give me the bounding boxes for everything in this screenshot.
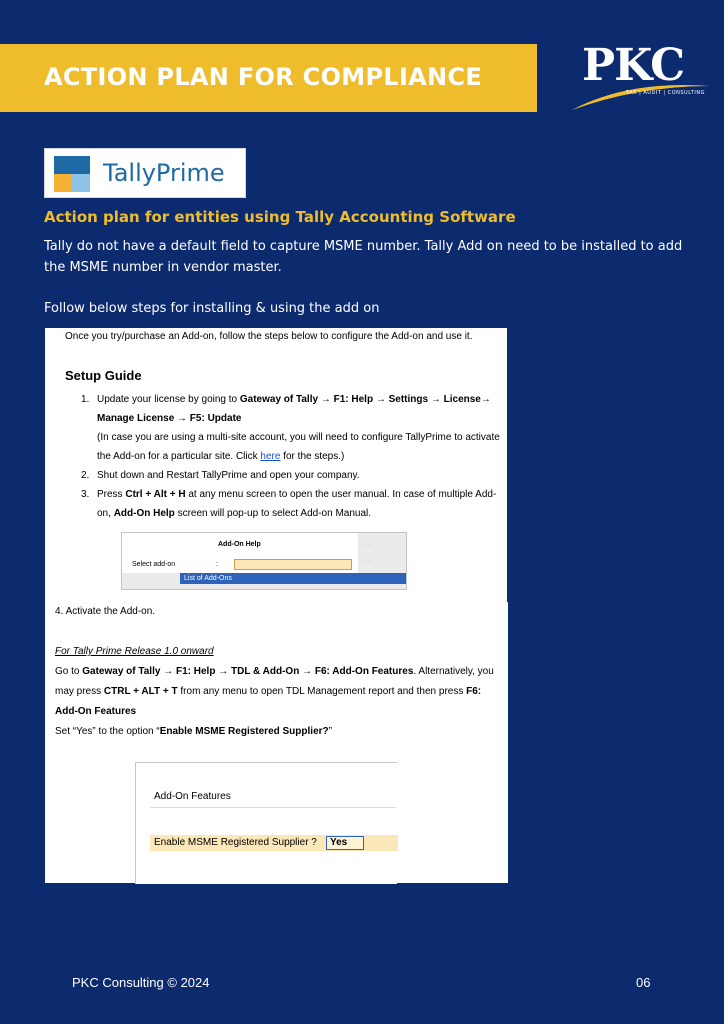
dialog-title: Add-On Help bbox=[218, 541, 261, 548]
activation-instructions bbox=[55, 662, 500, 722]
step-four: 4. Activate the Add-on. bbox=[55, 606, 156, 617]
tally-logo-square-icon bbox=[72, 156, 90, 174]
steps-intro: Follow below steps for installing & using the add on bbox=[44, 301, 380, 316]
tallyprime-logo bbox=[44, 148, 246, 198]
addon-help-dialog bbox=[121, 532, 407, 590]
step-note: (In case you are using a multi-site account, you will need to configure TallyPrime to activate the Add-on for a particular site. Click bbox=[97, 432, 500, 462]
list-item bbox=[81, 485, 501, 523]
instr-text: Go to bbox=[55, 666, 83, 677]
msme-option-value[interactable]: Yes bbox=[326, 836, 364, 850]
msme-option-row[interactable] bbox=[150, 835, 398, 851]
page-number: 06 bbox=[636, 975, 651, 990]
addon-features-panel bbox=[135, 762, 397, 884]
instr-path: F6: Add-On Features bbox=[55, 686, 482, 717]
dialog-ghost-text: ····· bbox=[362, 543, 372, 549]
step-note-end: for the steps.) bbox=[280, 451, 345, 462]
tally-logo-text: TallyPrime bbox=[103, 159, 225, 187]
msme-option-label: Enable MSME Registered Supplier ? bbox=[154, 837, 317, 848]
step-text: Update your license by going to bbox=[97, 394, 240, 405]
header-banner bbox=[0, 44, 537, 112]
logo-mark: PKC bbox=[582, 40, 685, 91]
select-addon-label: Select add-on bbox=[132, 561, 176, 568]
shortcut-keys: CTRL + ALT + T bbox=[103, 686, 178, 697]
addon-help-name: Add-On Help bbox=[113, 508, 175, 519]
step-number: 1. bbox=[81, 394, 90, 405]
section-heading: Action plan for entities using Tally Accounting Software bbox=[44, 208, 516, 226]
footer-copyright: PKC Consulting © 2024 bbox=[72, 975, 210, 990]
release-note: For Tally Prime Release 1.0 onward bbox=[55, 646, 214, 657]
list-item bbox=[81, 466, 501, 485]
select-addon-input[interactable] bbox=[234, 559, 352, 570]
tally-logo-square-icon bbox=[54, 156, 72, 174]
pkc-logo bbox=[568, 40, 713, 116]
logo-tagline: TAX | AUDIT | CONSULTING bbox=[626, 90, 705, 96]
option-name: Enable MSME Registered Supplier? bbox=[159, 726, 329, 737]
set-yes-instruction bbox=[55, 722, 500, 742]
list-item bbox=[81, 390, 501, 466]
step-number: 2. bbox=[81, 470, 90, 481]
dialog-ghost-text: ····· bbox=[362, 559, 372, 565]
intro-paragraph: Tally do not have a default field to capture MSME number. Tally Add on need to be installed to add the MSME number in vendor master. bbox=[44, 239, 683, 275]
step-text: screen will pop-up to select Add-on Manual. bbox=[174, 508, 372, 519]
instr-text: ” bbox=[328, 726, 332, 737]
here-link[interactable]: here bbox=[260, 451, 281, 462]
setup-steps bbox=[81, 390, 501, 523]
field-colon: : bbox=[216, 561, 218, 568]
tally-logo-square-icon bbox=[72, 174, 90, 192]
page-title: ACTION PLAN FOR COMPLIANCE bbox=[44, 63, 483, 91]
step-number: 3. bbox=[81, 489, 90, 500]
shortcut-keys: Ctrl + Alt + H bbox=[125, 489, 186, 500]
step-text: Press bbox=[97, 489, 126, 500]
divider bbox=[150, 807, 396, 808]
addon-list-header[interactable]: List of Add-Ons bbox=[180, 573, 406, 584]
instr-text: Set “Yes” to the option “ bbox=[55, 726, 160, 737]
features-title: Add-On Features bbox=[154, 791, 231, 802]
setup-guide-screenshot bbox=[45, 328, 507, 602]
activate-addon-screenshot bbox=[45, 602, 508, 883]
instr-text: . Alternatively, you may press bbox=[55, 666, 494, 697]
step-text: at any menu screen to open the user manual. In case of multiple Add-on, bbox=[97, 489, 497, 519]
instr-path: Gateway of Tally → F1: Help → TDL & Add-On → F6: Add-On Features bbox=[82, 666, 414, 677]
screenshot-intro: Once you try/purchase an Add-on, follow the steps below to configure the Add-on and use it. bbox=[65, 331, 473, 342]
step-text: Shut down and Restart TallyPrime and open your company. bbox=[97, 470, 360, 481]
instr-text: from any menu to open TDL Management report and then press bbox=[177, 686, 467, 697]
step-path: Gateway of Tally → F1: Help → Settings → License→ Manage License → F5: Update bbox=[97, 394, 491, 424]
tally-logo-square-icon bbox=[54, 174, 72, 192]
setup-guide-title: Setup Guide bbox=[65, 368, 142, 383]
